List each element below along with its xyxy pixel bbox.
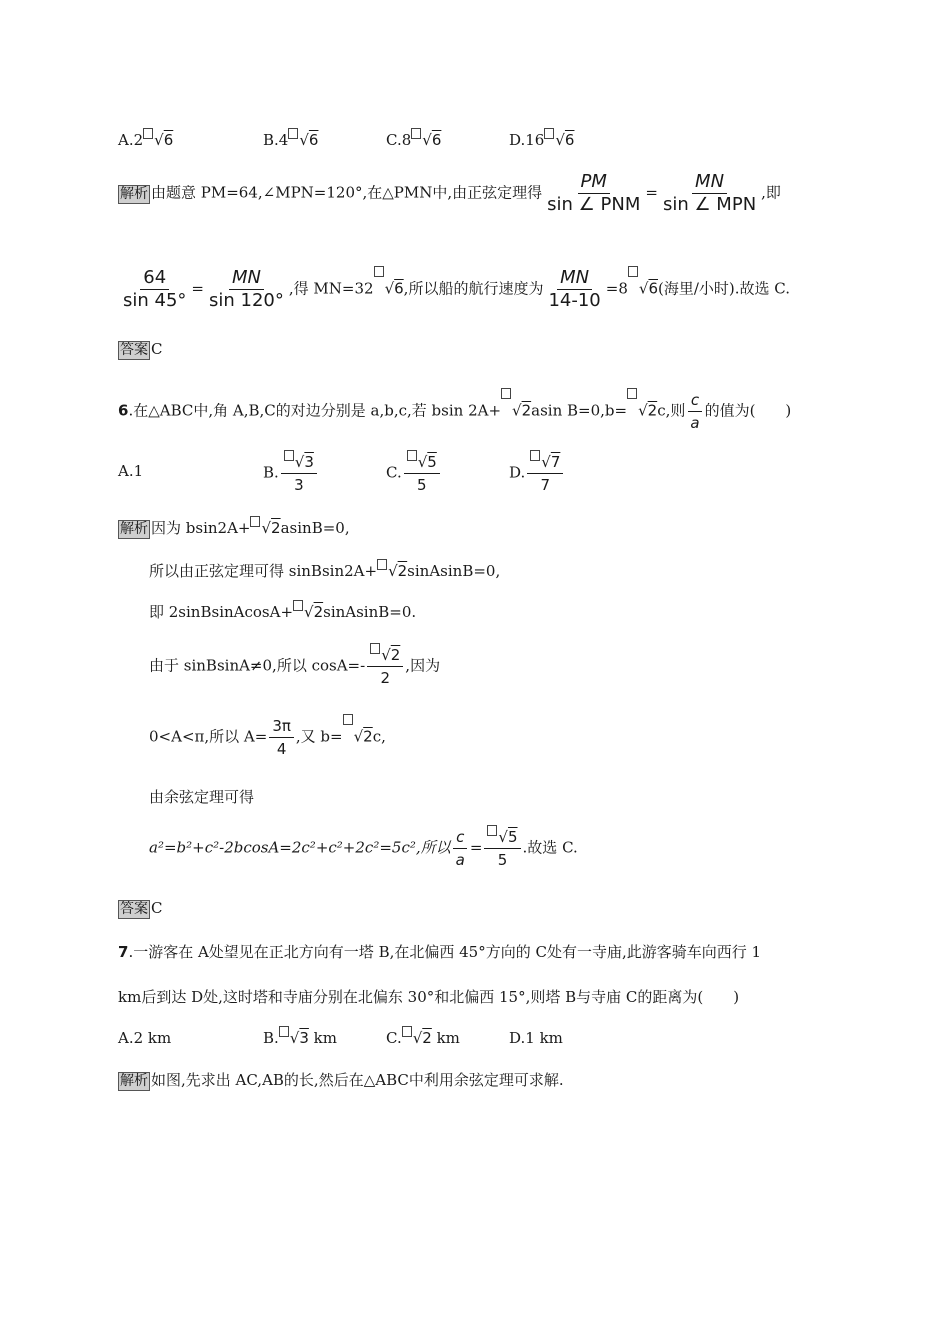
radical-placeholder-icon: [411, 128, 421, 139]
q7-stem-line2: km后到达 D处,这时塔和寺庙分别在北偏东 30°和北偏西 15°,则塔 B与寺庙 C的距离为( ): [118, 988, 740, 1006]
radical-placeholder-icon: [628, 266, 638, 277]
q5-answer: [118, 339, 162, 360]
radical-placeholder-icon: [407, 450, 417, 461]
analysis-tag: 解析: [120, 521, 148, 537]
q7-stem-line1: 7.一游客在 A处望见在正北方向有一塔 B,在北偏西 45°方向的 C处有一寺庙,此游客骑车向西行 1: [118, 943, 762, 961]
q7-option-b: B. √3 km: [263, 1028, 337, 1048]
q6-answer: [118, 898, 162, 919]
radical-placeholder-icon: [530, 450, 540, 461]
radical-placeholder-icon: [370, 643, 380, 654]
answer-value: C: [151, 899, 163, 917]
fraction: $\frac{64}{\sin 45^\circ}$: [123, 267, 187, 311]
q7-option-a: A.2 km: [118, 1029, 172, 1047]
q6-stem: 6.在△ABC中,角 A,B,C的对边分别是 a,b,c,若 bsin 2A+ √2asin B=0,b= √2c,则 $\frac{c}{a}$ 的值为( ): [118, 390, 791, 433]
q5-option-a: A.2 √6: [118, 130, 173, 150]
q7-analysis: 解析 如图,先求出 AC,AB的长,然后在△ABC中利用余弦定理可求解.: [120, 1071, 564, 1089]
question-number: 7: [118, 943, 129, 961]
radical-placeholder-icon: [288, 128, 298, 139]
q6-analysis-line4: 由于 sinBsinA≠0,所以 cosA=- $\frac{√2}{2}$ ,因为: [149, 645, 440, 688]
q7-option-d: D.1 km: [509, 1029, 563, 1047]
q6-option-a: A.1: [118, 462, 144, 480]
fraction: $\frac{MN}{\sin 120^\circ}$: [209, 267, 284, 311]
fraction: $\frac{√5}{5}$: [484, 827, 520, 870]
answer-value: C: [151, 340, 163, 358]
answer-tag: 答案: [120, 901, 148, 917]
radical-placeholder-icon: [544, 128, 554, 139]
radical-placeholder-icon: [487, 825, 497, 836]
radical-placeholder-icon: [501, 388, 511, 399]
radical-placeholder-icon: [343, 714, 353, 725]
radical-placeholder-icon: [377, 559, 387, 570]
q5-option-b: B.4 √6: [263, 130, 318, 150]
q5-option-d: D.16 √6: [509, 130, 574, 150]
q5-analysis-line1: 解析 由题意 PM=64,∠MPN=120°,在△PMN中,由正弦定理得 $\frac{PM}{\text{sin ∠ PNM}}$ = $\frac{MN}{\text{sin ∠ MPN}}$ ,即: [120, 171, 781, 215]
radical-placeholder-icon: [279, 1026, 289, 1037]
fraction: $\frac{c}{a}$: [453, 827, 468, 870]
question-number: 6: [118, 401, 129, 420]
fraction: $\frac{c}{a}$: [687, 390, 702, 433]
radical-placeholder-icon: [143, 128, 153, 139]
fraction: $\frac{√5}{5}$: [404, 452, 440, 495]
fraction: $\frac{√2}{2}$: [367, 645, 403, 688]
q5-option-c: C.8 √6: [386, 130, 441, 150]
fraction: $\frac{PM}{\text{sin ∠ PNM}}$: [547, 171, 641, 215]
radical-placeholder-icon: [293, 600, 303, 611]
q6-analysis-line5: 0<A<π,所以 A= $\frac{3\pi}{4}$ ,又 b= √2c,: [149, 716, 386, 759]
q6-option-d: D. $\frac{√7}{7}$: [509, 452, 565, 495]
q6-analysis-line3: 即 2sinBsinAcosA+ √2sinAsinB=0.: [149, 602, 416, 622]
fraction: $\frac{√3}{3}$: [281, 452, 317, 495]
q6-option-c: C. $\frac{√5}{5}$: [386, 452, 442, 495]
fraction: $\frac{√7}{7}$: [527, 452, 563, 495]
analysis-tag: 解析: [120, 185, 148, 202]
q6-analysis-line6: 由余弦定理可得: [149, 788, 255, 806]
radical-placeholder-icon: [402, 1026, 412, 1037]
analysis-tag: 解析: [120, 1073, 148, 1089]
q5-analysis-line2: $\frac{64}{\sin 45^\circ}$ = $\frac{MN}{\sin 120^\circ}$ ,得 MN=32 √6,所以船的航行速度为 $\frac{MN}{14-10}$ =8 √6(海里/小时).故选 C.: [118, 268, 790, 311]
q6-analysis-line2: 所以由正弦定理可得 sinBsin2A+ √2sinAsinB=0,: [149, 561, 500, 581]
answer-tag: 答案: [120, 342, 148, 358]
q7-option-c: C. √2 km: [386, 1028, 460, 1048]
q6-option-b: B. $\frac{√3}{3}$: [263, 452, 319, 495]
q6-analysis-line7: a²=b²+c²-2bcosA=2c²+c²+2c²=5c²,所以 $\frac{c}{a}$ = $\frac{√5}{5}$ .故选 C.: [149, 827, 578, 870]
analysis-text: 由题意 PM=64,∠MPN=120°,在△PMN中,由正弦定理得: [151, 183, 543, 202]
q6-analysis-line1: 解析 因为 bsin2A+ √2asinB=0,: [118, 518, 350, 539]
radical-placeholder-icon: [284, 450, 294, 461]
fraction: $\frac{MN}{\text{sin ∠ MPN}}$: [662, 171, 757, 215]
fraction: $\frac{MN}{14-10}$: [548, 267, 601, 311]
radical-placeholder-icon: [627, 388, 637, 399]
radical-placeholder-icon: [374, 266, 384, 277]
fraction: $\frac{3\pi}{4}$: [269, 716, 294, 759]
radical-placeholder-icon: [250, 516, 260, 527]
